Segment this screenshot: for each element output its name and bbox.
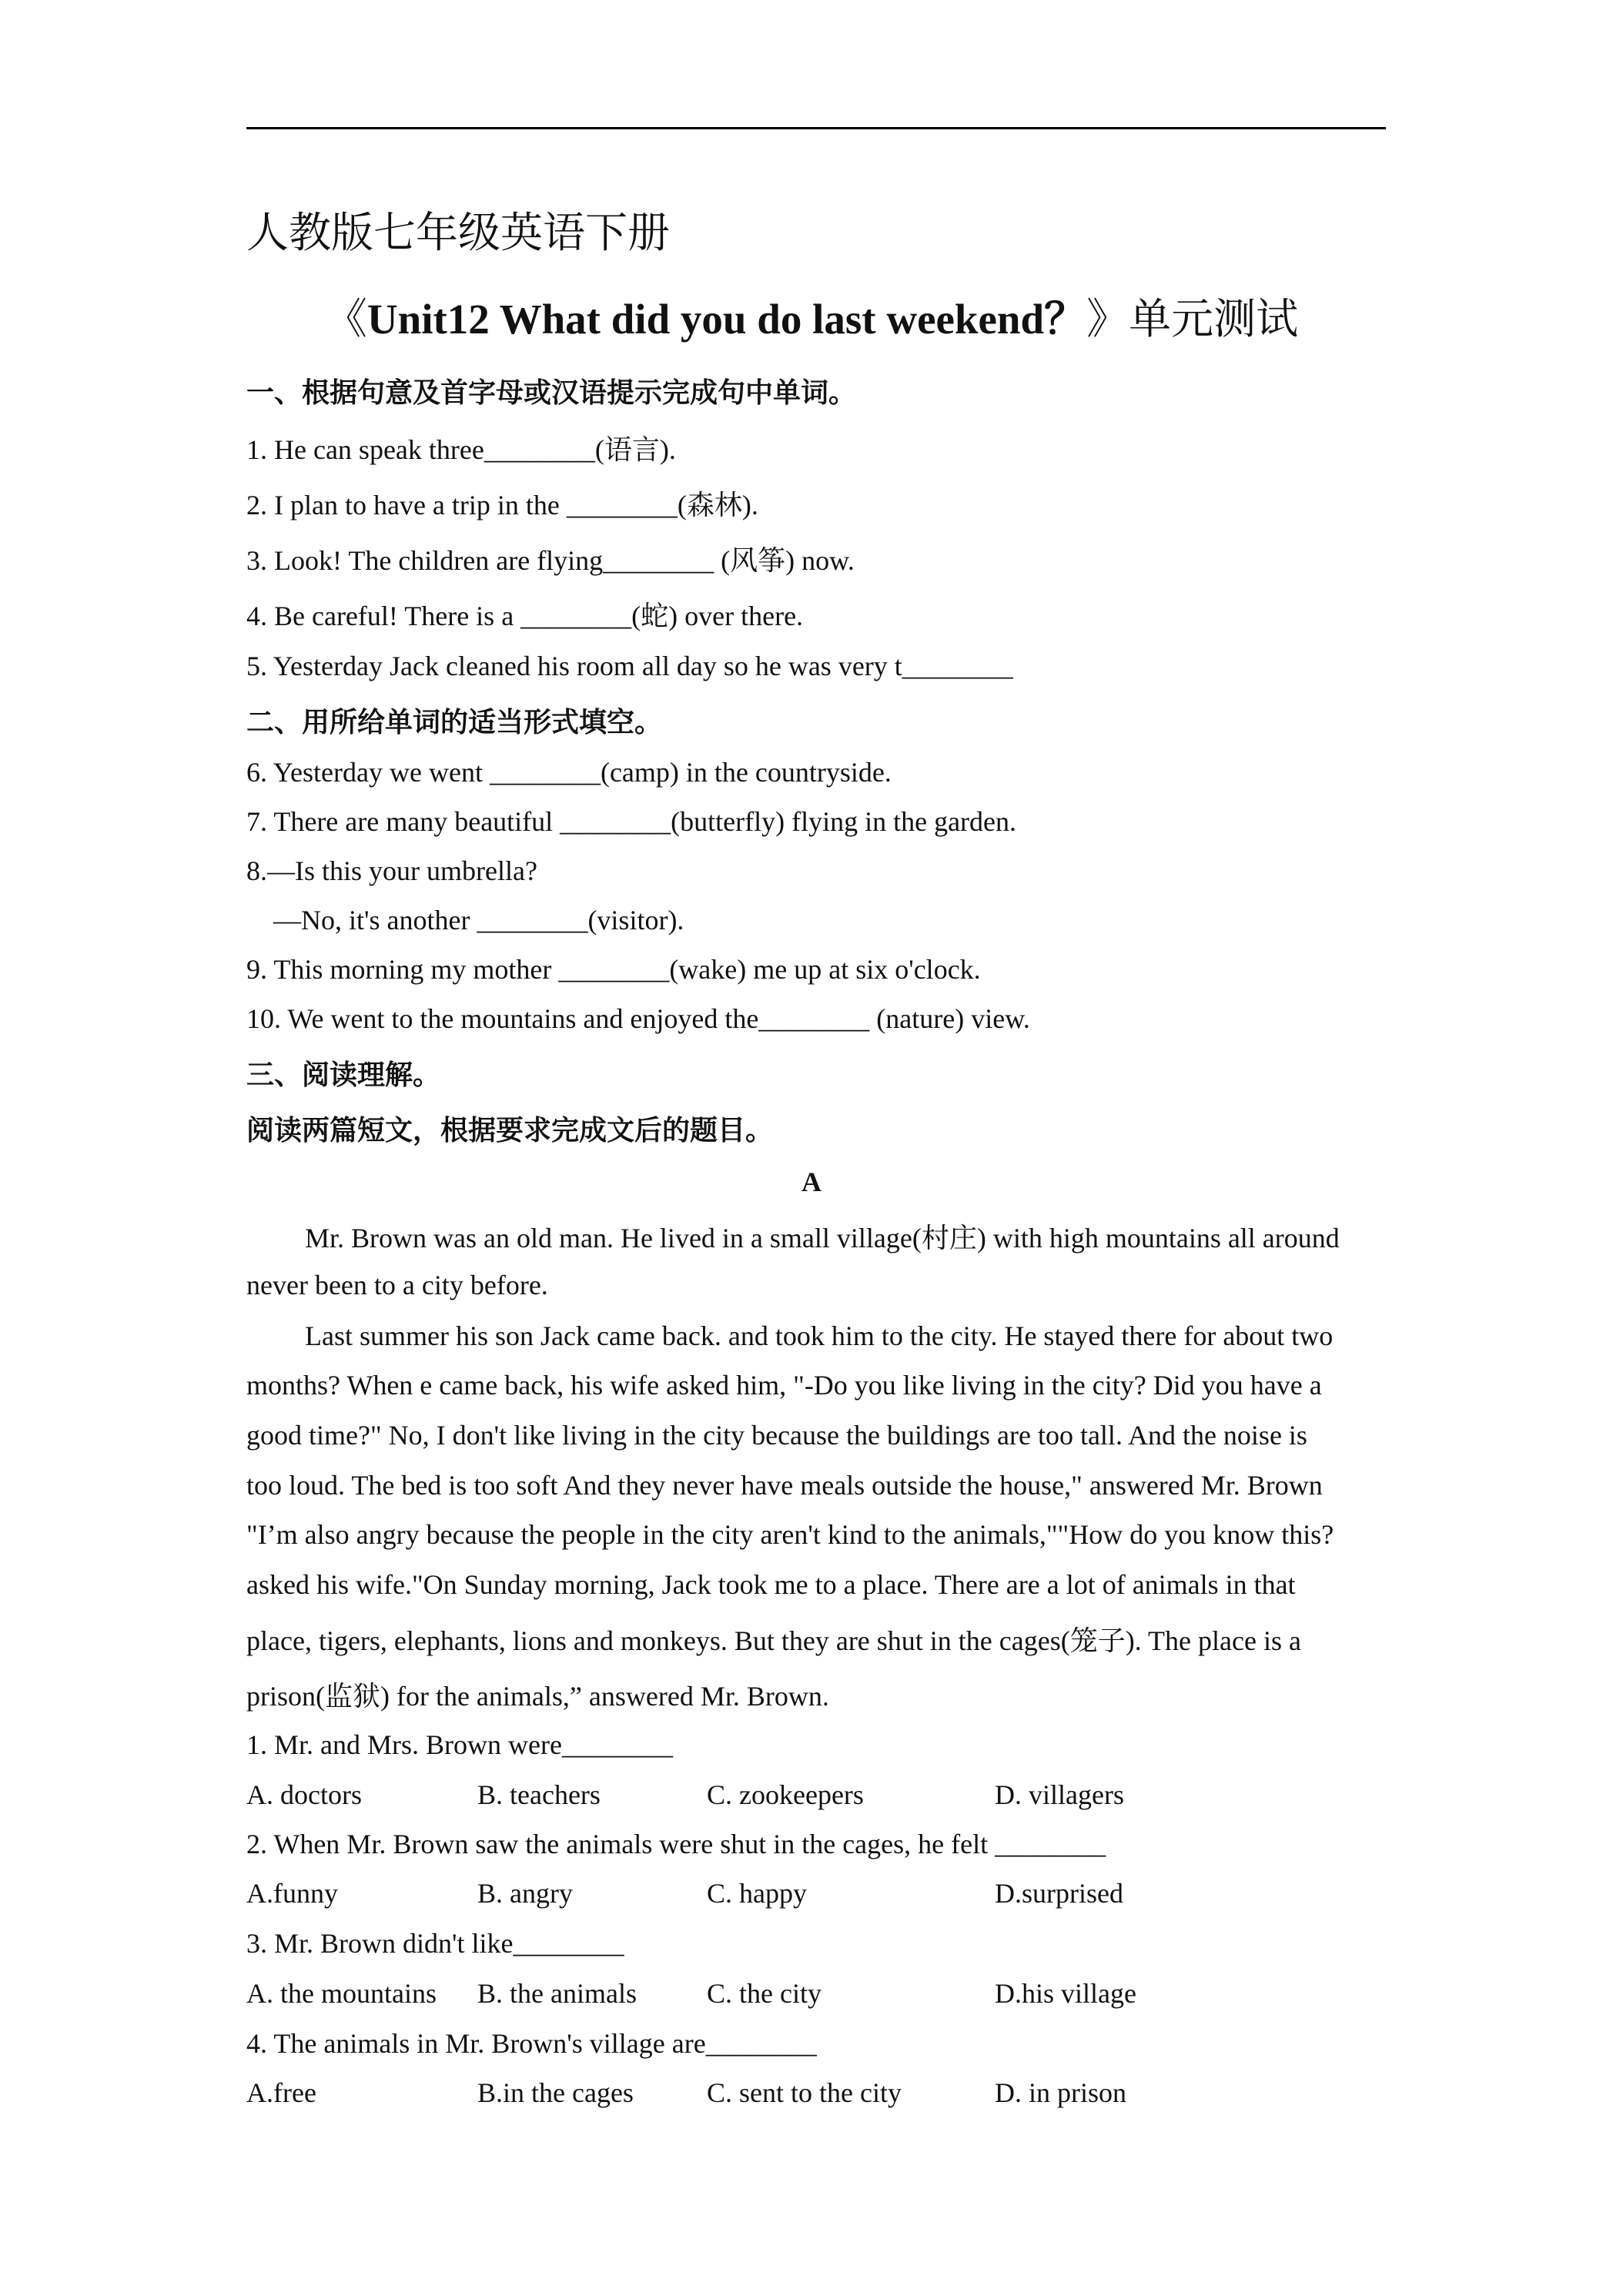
answer-option: C. sent to the city <box>707 2077 902 2108</box>
question-line: 1. He can speak three________(语言). <box>246 434 676 465</box>
answer-option: A. the mountains <box>246 1978 437 2009</box>
question-line: —No, it's another ________(visitor). <box>273 905 684 935</box>
answer-option: D. in prison <box>995 2077 1126 2108</box>
question-line: 5. Yesterday Jack cleaned his room all day so he was very t________ <box>246 651 1013 681</box>
section-heading-part1: 一、根据句意及首字母或汉语提示完成句中单词。 <box>246 377 857 409</box>
section-heading-part2: 二、用所给单词的适当形式填空。 <box>246 707 663 738</box>
header-rule <box>246 127 1386 129</box>
answer-option: A.funny <box>246 1878 338 1909</box>
question-line: 8.—Is this your umbrella? <box>246 855 537 886</box>
answer-option: A.free <box>246 2077 316 2108</box>
question-line: 10. We went to the mountains and enjoyed the________ (nature) view. <box>246 1003 1030 1034</box>
answer-option: C. the city <box>707 1978 822 2009</box>
passage-line: asked his wife."On Sunday morning, Jack took me to a place. There are a lot of animals in that <box>246 1569 1296 1600</box>
answer-option: C. happy <box>707 1878 807 1909</box>
question-line: 2. I plan to have a trip in the ________(森林). <box>246 490 758 520</box>
section-heading-part3: 三、阅读理解。 <box>246 1059 441 1091</box>
answer-option: D. villagers <box>995 1779 1124 1810</box>
answer-option: D.surprised <box>995 1878 1123 1909</box>
reading-instruction: 阅读两篇短文，根据要求完成文后的题目。 <box>246 1115 774 1146</box>
subtitle-unit-name: Unit12 What did you do last weekend？ <box>366 296 1087 343</box>
answer-option: B.in the cages <box>477 2077 634 2108</box>
answer-option: B. the animals <box>477 1978 637 2009</box>
reading-question-stem: 3. Mr. Brown didn't like________ <box>246 1928 624 1959</box>
reading-question-stem: 1. Mr. and Mrs. Brown were________ <box>246 1729 673 1760</box>
passage-line: Last summer his son Jack came back. and took him to the city. He stayed there for about two <box>305 1320 1334 1351</box>
reading-question-stem: 4. The animals in Mr. Brown's village are________ <box>246 2028 817 2059</box>
question-line: 3. Look! The children are flying________ (风筝) now. <box>246 545 855 576</box>
passage-line: Mr. Brown was an old man. He lived in a small village(村庄) with high mountains all around <box>305 1223 1340 1253</box>
reading-question-stem: 2. When Mr. Brown saw the animals were shut in the cages, he felt ________ <box>246 1829 1106 1859</box>
passage-line: "I’m also angry because the people in the city aren't kind to the animals,""How do you know this? <box>246 1519 1334 1550</box>
document-subtitle <box>0 285 1623 346</box>
subtitle-open-bracket: 《 <box>324 294 367 343</box>
question-line: 4. Be careful! There is a ________(蛇) over there. <box>246 601 804 631</box>
answer-option: D.his village <box>995 1978 1136 2009</box>
answer-option: C. zookeepers <box>707 1779 864 1810</box>
question-line: 9. This morning my mother ________(wake) me up at six o'clock. <box>246 954 981 985</box>
question-line: 7. There are many beautiful ________(butterfly) flying in the garden. <box>246 806 1017 837</box>
passage-line: never been to a city before. <box>246 1270 548 1300</box>
passage-line: too loud. The bed is too soft And they never have meals outside the house," answered Mr. Brown <box>246 1470 1323 1501</box>
passage-line: good time?" No, I don't like living in the city because the buildings are too tall. And the noise is <box>246 1420 1307 1451</box>
document-title: 人教版七年级英语下册 <box>246 208 671 257</box>
answer-option: B. teachers <box>477 1779 601 1810</box>
passage-line: place, tigers, elephants, lions and monkeys. But they are shut in the cages(笼子). The place is a <box>246 1625 1301 1656</box>
subtitle-close: 》单元测试 <box>1086 294 1299 343</box>
passage-line: prison(监狱) for the animals,” answered Mr. Brown. <box>246 1681 829 1712</box>
passage-label: A <box>801 1166 822 1197</box>
answer-option: B. angry <box>477 1878 573 1909</box>
passage-line: months? When e came back, his wife asked him, "-Do you like living in the city? Did you have a <box>246 1370 1322 1401</box>
question-line: 6. Yesterday we went ________(camp) in the countryside. <box>246 757 892 788</box>
answer-option: A. doctors <box>246 1779 362 1810</box>
